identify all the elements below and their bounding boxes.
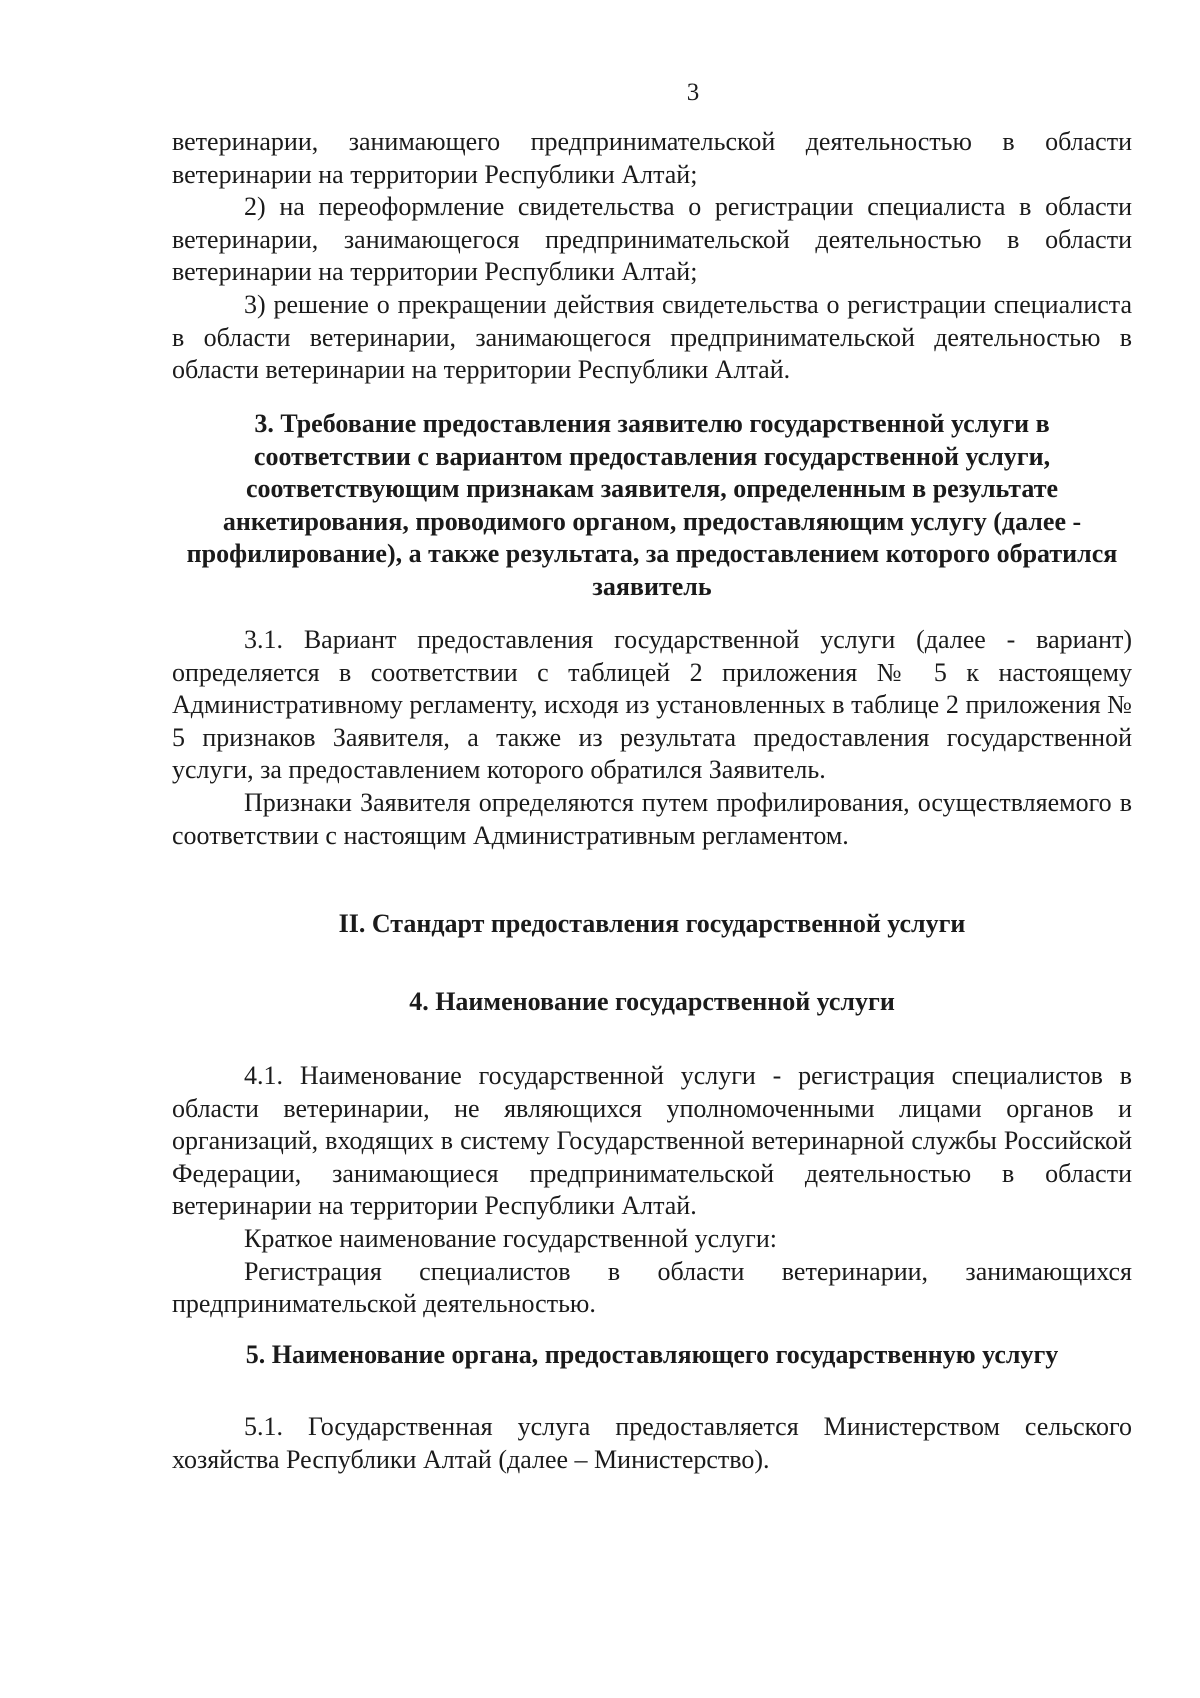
section-5-body bbox=[172, 1411, 1132, 1476]
section-4-paragraph-2: Краткое наименование государственной услуги: bbox=[244, 1223, 777, 1253]
page-number: 3 bbox=[686, 79, 700, 106]
intro-item-2: 2) на переоформление свидетельства о регистрации специалиста в области ветеринарии, занимающегося предпринимательской деятельностью в области ветеринарии на территории Республики Алтай; bbox=[172, 192, 1132, 287]
section-4-heading: 4. Наименование государственной услуги bbox=[409, 987, 895, 1016]
section-3-paragraph-1: 3.1. Вариант предоставления государственной услуги (далее - вариант) определяется в соответствии с таблицей 2 приложения № 5 к настоящему Административному регламенту, исходя из установленных в таблице 2 приложения № 5 признаков Заявителя, а также из результата предоставления государственной услуги, за предоставлением которого обратился Заявитель. bbox=[172, 625, 1132, 785]
intro-continuation: ветеринарии, занимающего предпринимательской деятельностью в области ветеринарии на территории Республики Алтай; bbox=[172, 127, 1132, 189]
section-3-body bbox=[172, 624, 1132, 852]
section-3-paragraph-2: Признаки Заявителя определяются путем профилирования, осуществляемого в соответствии с настоящим Административным регламентом. bbox=[172, 787, 1132, 850]
section-4-body bbox=[172, 1060, 1132, 1321]
part-2-heading: II. Стандарт предоставления государственной услуги bbox=[338, 909, 966, 938]
intro-item-3: 3) решение о прекращении действия свидетельства о регистрации специалиста в области ветеринарии, занимающегося предпринимательской деятельностью в области ветеринарии на территории Республики Алтай. bbox=[172, 289, 1132, 385]
intro-block bbox=[172, 126, 1132, 387]
section-4-paragraph-1: 4.1. Наименование государственной услуги - регистрация специалистов в области ветеринарии, не являющихся уполномоченными лицами органов и организаций, входящих в систему Государственной ветеринарной службы Российской Федерации, занимающиеся предпринимательской деятельностью в области ветеринарии на территории Республики Алтай. bbox=[172, 1061, 1132, 1221]
section-4-paragraph-3: Регистрация специалистов в области ветеринарии, занимающихся предпринимательской деятельностью. bbox=[172, 1256, 1132, 1319]
section-5-paragraph-1: 5.1. Государственная услуга предоставляется Министерством сельского хозяйства Республики Алтай (далее – Министерство). bbox=[172, 1412, 1132, 1474]
section-3-heading: 3. Требование предоставления заявителю государственной услуги в соответствии с вариантом предоставления государственной услуги, соответствующим признакам заявителя, определенным в результате анкетирования, проводимого органом, предоставляющим услугу (далее - профилирование), а также результата, за предоставлением которого обратился заявитель bbox=[186, 409, 1118, 601]
section-5-heading: 5. Наименование органа, предоставляющего государственную услугу bbox=[245, 1340, 1059, 1369]
